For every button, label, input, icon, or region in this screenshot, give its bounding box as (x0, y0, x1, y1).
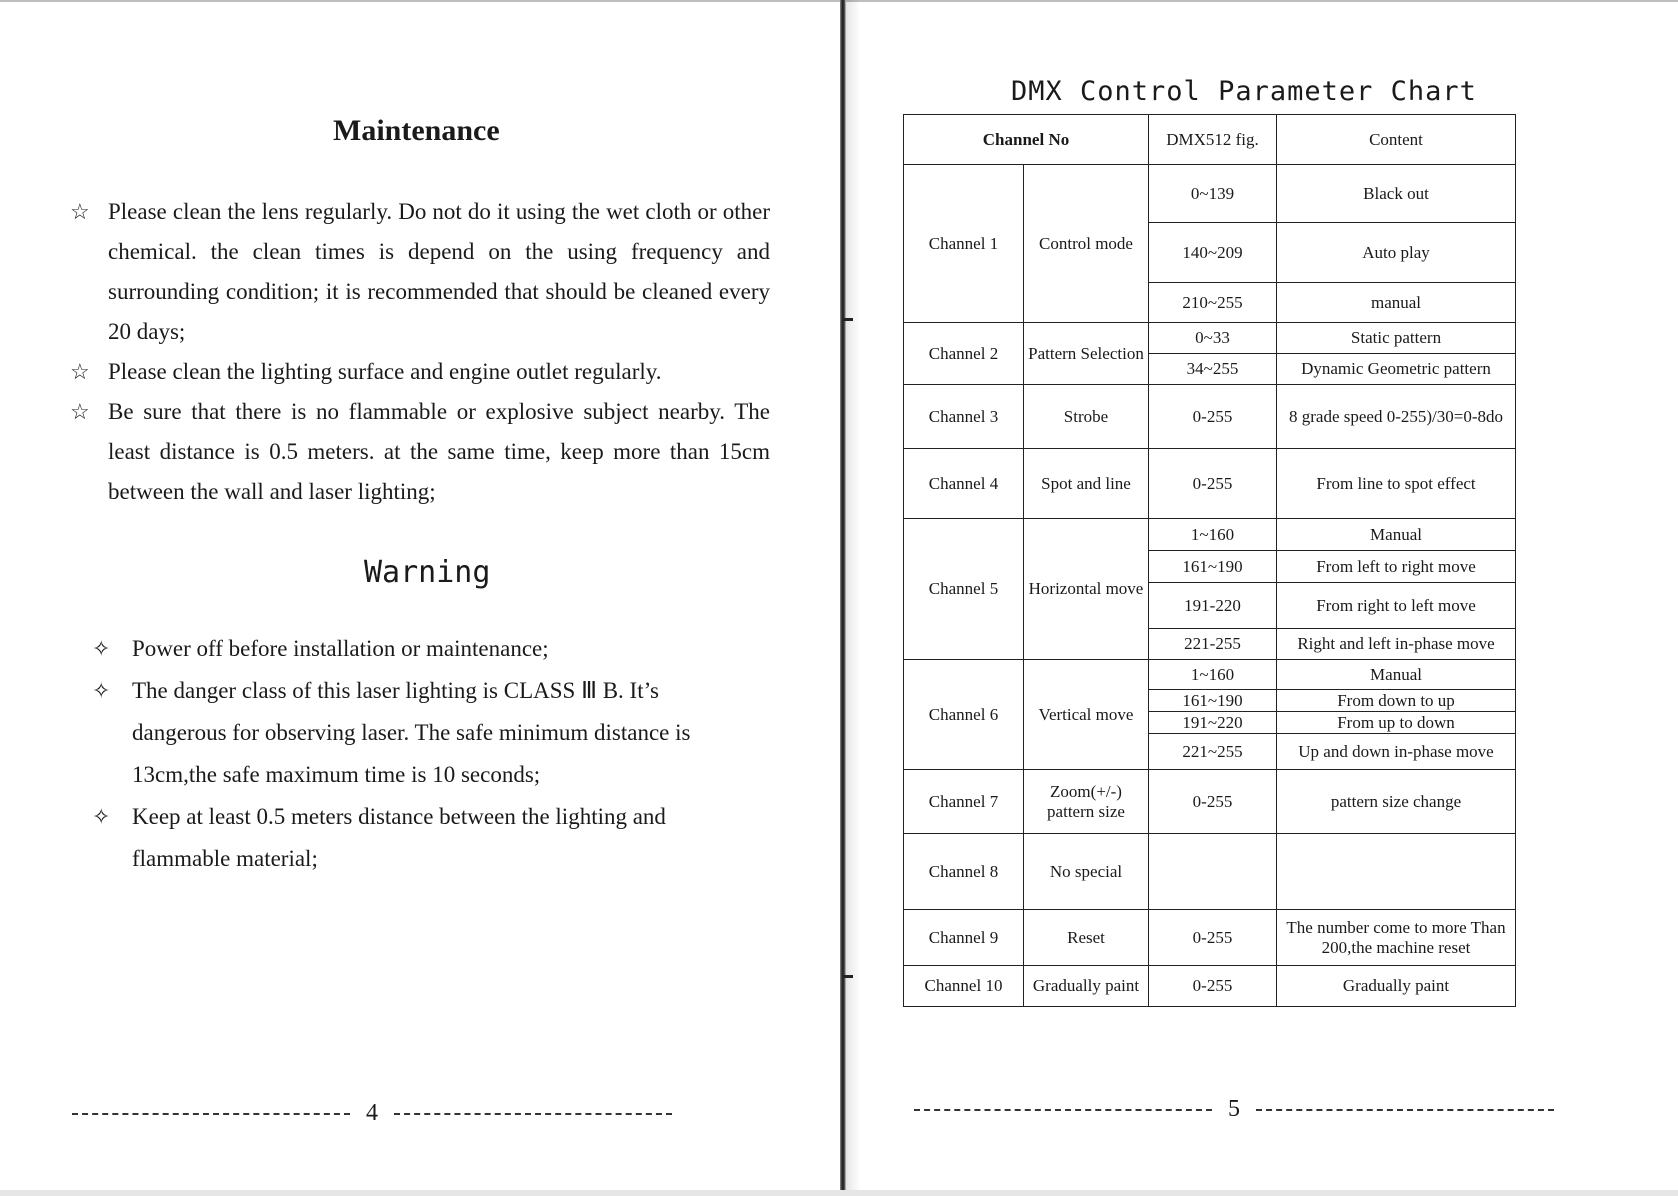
content-cell: Manual (1277, 519, 1516, 551)
content-cell: The number come to more Than 200,the machine reset (1277, 910, 1516, 966)
dmx-value-cell: 140~209 (1149, 223, 1277, 283)
page-number: 5 (1228, 1096, 1240, 1122)
content-cell: Static pattern (1277, 323, 1516, 354)
channel-cell: Channel 7 (904, 770, 1024, 834)
warning-item-text: Keep at least 0.5 meters distance between the lighting and flammable material; (132, 804, 666, 871)
warning-item-text: Power off before installation or maintenance; (132, 636, 549, 661)
table-row (904, 770, 1516, 834)
maintenance-list (70, 192, 770, 512)
maintenance-item-text: Please clean the lighting surface and engine outlet regularly. (108, 359, 662, 384)
content-cell: Manual (1277, 660, 1516, 690)
content-cell: From right to left move (1277, 583, 1516, 629)
footer-dash-line (394, 1113, 672, 1115)
page-footer (72, 1100, 672, 1127)
maintenance-item-text: Please clean the lens regularly. Do not do it using the wet cloth or other chemical. the clean times is depend on the using frequency and surrounding condition; it is recommended that should be cleaned every 20 days; (108, 199, 770, 344)
table-header-row (904, 115, 1516, 165)
dmx-value-cell: 0~139 (1149, 165, 1277, 223)
channel-cell: Channel 1 (904, 165, 1024, 323)
warning-title: Warning (364, 555, 491, 590)
maintenance-item (70, 392, 770, 512)
header-dmx-fig: DMX512 fig. (1149, 115, 1277, 165)
content-cell: 8 grade speed 0-255)/30=0-8do (1277, 385, 1516, 449)
channel-cell: Channel 3 (904, 385, 1024, 449)
channel-cell: Channel 9 (904, 910, 1024, 966)
function-cell: Gradually paint (1024, 966, 1149, 1007)
function-cell: Reset (1024, 910, 1149, 966)
warning-list (92, 628, 752, 880)
dmx-value-cell: 0-255 (1149, 966, 1277, 1007)
staple-mark (843, 318, 853, 321)
table-row (904, 385, 1516, 449)
channel-cell: Channel 10 (904, 966, 1024, 1007)
content-cell: Auto play (1277, 223, 1516, 283)
function-cell: Zoom(+/-) pattern size (1024, 770, 1149, 834)
table-row (904, 449, 1516, 519)
dmx-value-cell: 221-255 (1149, 629, 1277, 660)
warning-item-text: The danger class of this laser lighting is CLASS Ⅲ B. It’s dangerous for observing laser. The safe minimum distance is 13cm,the safe maximum time is 10 seconds; (132, 678, 691, 787)
content-cell: From down to up (1277, 690, 1516, 712)
header-content: Content (1277, 115, 1516, 165)
content-cell: From line to spot effect (1277, 449, 1516, 519)
chart-title: DMX Control Parameter Chart (1011, 76, 1477, 107)
table-row (904, 660, 1516, 690)
content-cell: From up to down (1277, 712, 1516, 734)
dmx-value-cell: 0-255 (1149, 385, 1277, 449)
channel-cell: Channel 6 (904, 660, 1024, 770)
table-row (904, 966, 1516, 1007)
dmx-value-cell: 221~255 (1149, 734, 1277, 770)
sparkle-icon: ✧ (92, 804, 111, 829)
footer-dash-line (72, 1113, 350, 1115)
dmx-value-cell: 1~160 (1149, 660, 1277, 690)
function-cell: Horizontal move (1024, 519, 1149, 660)
table-row (904, 910, 1516, 966)
footer-dash-line (1256, 1109, 1554, 1111)
dmx-value-cell: 191-220 (1149, 583, 1277, 629)
page-footer (914, 1096, 1554, 1123)
page-number: 4 (366, 1100, 378, 1126)
content-cell: pattern size change (1277, 770, 1516, 834)
function-cell: Strobe (1024, 385, 1149, 449)
warning-item (92, 670, 752, 796)
channel-cell: Channel 2 (904, 323, 1024, 385)
dmx-value-cell (1149, 834, 1277, 910)
content-cell: From left to right move (1277, 551, 1516, 583)
function-cell: No special (1024, 834, 1149, 910)
warning-item (92, 628, 752, 670)
content-cell (1277, 834, 1516, 910)
table-row (904, 165, 1516, 223)
table-row (904, 323, 1516, 354)
staple-mark (843, 975, 853, 978)
function-cell: Spot and line (1024, 449, 1149, 519)
header-channel-no: Channel No (904, 115, 1149, 165)
content-cell: Right and left in-phase move (1277, 629, 1516, 660)
dmx-value-cell: 161~190 (1149, 551, 1277, 583)
dmx-value-cell: 191~220 (1149, 712, 1277, 734)
dmx-value-cell: 0-255 (1149, 910, 1277, 966)
maintenance-title: Maintenance (333, 114, 500, 147)
dmx-value-cell: 161~190 (1149, 690, 1277, 712)
function-cell: Vertical move (1024, 660, 1149, 770)
dmx-value-cell: 0~33 (1149, 323, 1277, 354)
table-row (904, 834, 1516, 910)
maintenance-item (70, 192, 770, 352)
dmx-value-cell: 34~255 (1149, 354, 1277, 385)
maintenance-item (70, 352, 770, 392)
content-cell: Dynamic Geometric pattern (1277, 354, 1516, 385)
dmx-value-cell: 210~255 (1149, 283, 1277, 323)
channel-cell: Channel 5 (904, 519, 1024, 660)
sparkle-icon: ✧ (92, 636, 111, 661)
sparkle-icon: ✧ (92, 678, 111, 703)
warning-item (92, 796, 752, 880)
channel-cell: Channel 8 (904, 834, 1024, 910)
dmx-parameter-table (903, 114, 1516, 1007)
dmx-value-cell: 1~160 (1149, 519, 1277, 551)
spine-shadow (846, 0, 860, 1196)
star-icon: ☆ (70, 399, 90, 424)
content-cell: Up and down in-phase move (1277, 734, 1516, 770)
function-cell: Pattern Selection (1024, 323, 1149, 385)
star-icon: ☆ (70, 199, 90, 224)
content-cell: Black out (1277, 165, 1516, 223)
footer-dash-line (914, 1109, 1212, 1111)
maintenance-item-text: Be sure that there is no flammable or explosive subject nearby. The least distance is 0.5 meters. at the same time, keep more than 15cm between the wall and laser lighting; (108, 399, 770, 504)
content-cell: Gradually paint (1277, 966, 1516, 1007)
content-cell: manual (1277, 283, 1516, 323)
dmx-value-cell: 0-255 (1149, 770, 1277, 834)
table-row (904, 519, 1516, 551)
channel-cell: Channel 4 (904, 449, 1024, 519)
star-icon: ☆ (70, 359, 90, 384)
function-cell: Control mode (1024, 165, 1149, 323)
right-page (860, 0, 1678, 1196)
dmx-value-cell: 0-255 (1149, 449, 1277, 519)
